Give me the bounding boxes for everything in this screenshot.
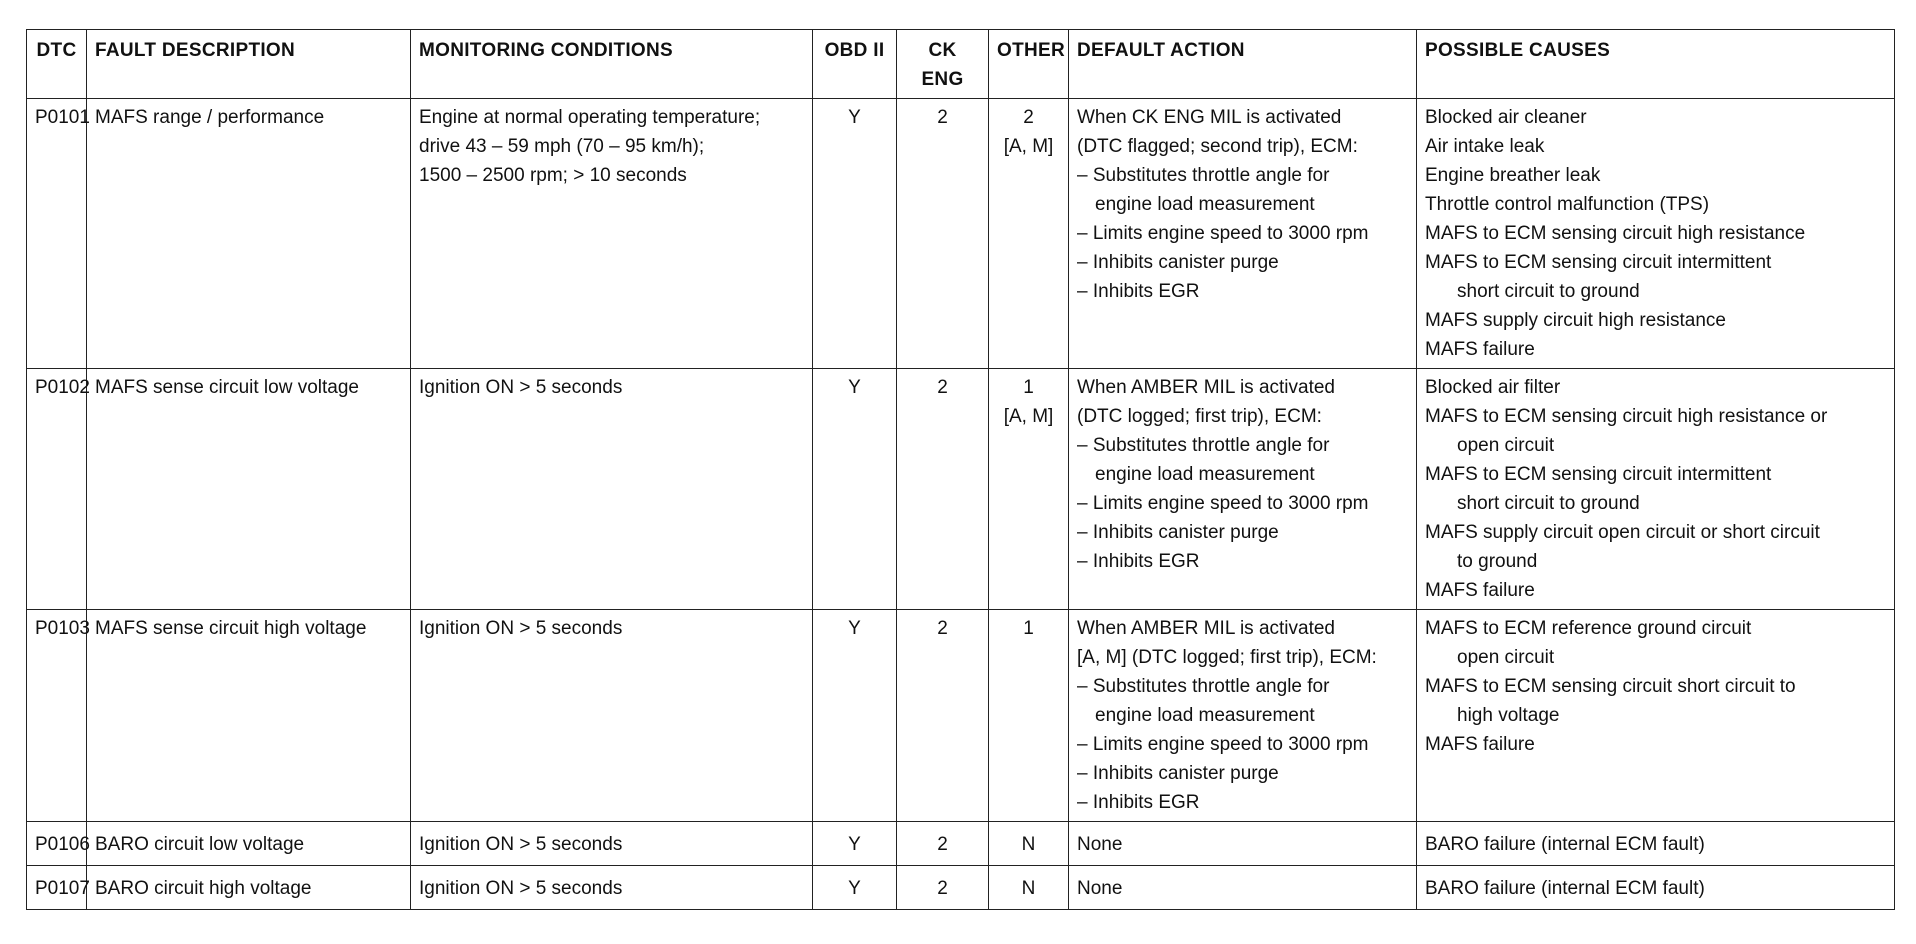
- fault-description: MAFS sense circuit high voltage: [87, 610, 411, 822]
- other-line: 1: [1023, 618, 1034, 639]
- other-line: [A, M]: [1003, 136, 1054, 157]
- monitoring-line: Ignition ON > 5 seconds: [419, 377, 623, 398]
- header-monitoring-conditions: MONITORING CONDITIONS: [411, 30, 813, 99]
- action-line: engine load measurement: [1095, 464, 1315, 485]
- header-ck-eng: CK ENG: [897, 30, 989, 99]
- monitoring-line: drive 43 – 59 mph (70 – 95 km/h);: [419, 136, 705, 157]
- cause-line: MAFS to ECM reference ground circuit: [1425, 618, 1752, 639]
- other-value: [989, 99, 1069, 369]
- ck-eng-value: 2: [897, 369, 989, 610]
- action-line: engine load measurement: [1095, 194, 1315, 215]
- header-default-action: DEFAULT ACTION: [1069, 30, 1417, 99]
- fault-description: BARO circuit high voltage: [87, 866, 411, 910]
- possible-causes: [1417, 99, 1895, 369]
- obd-ii-value: Y: [813, 99, 897, 369]
- default-action: [1069, 369, 1417, 610]
- other-value: [989, 369, 1069, 610]
- dtc-code: P0103: [27, 610, 87, 822]
- monitoring-line: Ignition ON > 5 seconds: [419, 618, 623, 639]
- action-line: [A, M] (DTC logged; first trip), ECM:: [1077, 647, 1377, 668]
- header-other: OTHER: [989, 30, 1069, 99]
- cause-line: short circuit to ground: [1457, 493, 1640, 514]
- other-line: [A, M]: [1003, 406, 1054, 427]
- header-obd-ii: OBD II: [813, 30, 897, 99]
- action-line: – Inhibits canister purge: [1077, 763, 1279, 784]
- cause-line: MAFS to ECM sensing circuit intermittent: [1425, 252, 1772, 273]
- obd-ii-value: Y: [813, 866, 897, 910]
- monitoring-line: 1500 – 2500 rpm; > 10 seconds: [419, 165, 687, 186]
- dtc-table: [26, 29, 1895, 910]
- monitoring-conditions: [411, 369, 813, 610]
- header-possible-causes: POSSIBLE CAUSES: [1417, 30, 1895, 99]
- action-line: – Inhibits canister purge: [1077, 522, 1279, 543]
- cause-line: MAFS to ECM sensing circuit high resistance: [1425, 223, 1806, 244]
- obd-ii-value: Y: [813, 822, 897, 866]
- action-line: – Substitutes throttle angle for: [1077, 435, 1330, 456]
- monitoring-conditions: Ignition ON > 5 seconds: [411, 822, 813, 866]
- action-line: – Inhibits EGR: [1077, 281, 1200, 302]
- fault-description: BARO circuit low voltage: [87, 822, 411, 866]
- cause-line: open circuit: [1457, 647, 1555, 668]
- cause-line: Throttle control malfunction (TPS): [1425, 194, 1710, 215]
- default-action: None: [1069, 822, 1417, 866]
- action-line: – Limits engine speed to 3000 rpm: [1077, 223, 1369, 244]
- default-action: [1069, 610, 1417, 822]
- table-row-p0101: [27, 99, 1895, 369]
- fault-description: MAFS range / performance: [87, 99, 411, 369]
- cause-line: MAFS to ECM sensing circuit intermittent: [1425, 464, 1772, 485]
- header-row: [27, 30, 1895, 99]
- default-action: None: [1069, 866, 1417, 910]
- action-line: engine load measurement: [1095, 705, 1315, 726]
- cause-line: open circuit: [1457, 435, 1555, 456]
- ck-eng-value: 2: [897, 866, 989, 910]
- cause-line: MAFS failure: [1425, 339, 1535, 360]
- action-line: – Substitutes throttle angle for: [1077, 676, 1330, 697]
- dtc-code: P0101: [27, 99, 87, 369]
- dtc-code: P0106: [27, 822, 87, 866]
- cause-line: short circuit to ground: [1457, 281, 1640, 302]
- action-line: – Inhibits EGR: [1077, 551, 1200, 572]
- header-dtc: DTC: [27, 30, 87, 99]
- action-line: When AMBER MIL is activated: [1077, 618, 1336, 639]
- monitoring-conditions: [411, 610, 813, 822]
- fault-description: MAFS sense circuit low voltage: [87, 369, 411, 610]
- default-action: [1069, 99, 1417, 369]
- table-row-p0107: [27, 866, 1895, 910]
- possible-causes: [1417, 369, 1895, 610]
- action-line: (DTC logged; first trip), ECM:: [1077, 406, 1322, 427]
- cause-line: Air intake leak: [1425, 136, 1545, 157]
- possible-causes: [1417, 610, 1895, 822]
- monitoring-conditions: [411, 99, 813, 369]
- obd-ii-value: Y: [813, 610, 897, 822]
- cause-line: MAFS supply circuit open circuit or short circuit: [1425, 522, 1820, 543]
- ck-eng-value: 2: [897, 822, 989, 866]
- action-line: (DTC flagged; second trip), ECM:: [1077, 136, 1358, 157]
- cause-line: high voltage: [1457, 705, 1560, 726]
- ck-eng-value: 2: [897, 99, 989, 369]
- cause-line: MAFS failure: [1425, 734, 1535, 755]
- monitoring-line: Engine at normal operating temperature;: [419, 107, 761, 128]
- header-fault-description: FAULT DESCRIPTION: [87, 30, 411, 99]
- possible-causes: BARO failure (internal ECM fault): [1417, 822, 1895, 866]
- action-line: – Limits engine speed to 3000 rpm: [1077, 493, 1369, 514]
- monitoring-conditions: Ignition ON > 5 seconds: [411, 866, 813, 910]
- cause-line: Blocked air filter: [1425, 377, 1561, 398]
- action-line: When CK ENG MIL is activated: [1077, 107, 1342, 128]
- action-line: – Inhibits EGR: [1077, 792, 1200, 813]
- cause-line: MAFS to ECM sensing circuit short circuit to: [1425, 676, 1796, 697]
- obd-ii-value: Y: [813, 369, 897, 610]
- cause-line: MAFS to ECM sensing circuit high resistance or: [1425, 406, 1828, 427]
- other-line: 1: [1023, 377, 1034, 398]
- action-line: – Inhibits canister purge: [1077, 252, 1279, 273]
- dtc-code: P0102: [27, 369, 87, 610]
- table-row-p0102: [27, 369, 1895, 610]
- table-row-p0106: [27, 822, 1895, 866]
- cause-line: Engine breather leak: [1425, 165, 1601, 186]
- ck-eng-value: 2: [897, 610, 989, 822]
- other-value: N: [989, 822, 1069, 866]
- action-line: – Substitutes throttle angle for: [1077, 165, 1330, 186]
- other-value: N: [989, 866, 1069, 910]
- action-line: When AMBER MIL is activated: [1077, 377, 1336, 398]
- cause-line: to ground: [1457, 551, 1538, 572]
- cause-line: MAFS failure: [1425, 580, 1535, 601]
- table-row-p0103: [27, 610, 1895, 822]
- cause-line: MAFS supply circuit high resistance: [1425, 310, 1726, 331]
- other-line: 2: [1023, 107, 1034, 128]
- dtc-code: P0107: [27, 866, 87, 910]
- possible-causes: BARO failure (internal ECM fault): [1417, 866, 1895, 910]
- other-value: [989, 610, 1069, 822]
- action-line: – Limits engine speed to 3000 rpm: [1077, 734, 1369, 755]
- cause-line: Blocked air cleaner: [1425, 107, 1587, 128]
